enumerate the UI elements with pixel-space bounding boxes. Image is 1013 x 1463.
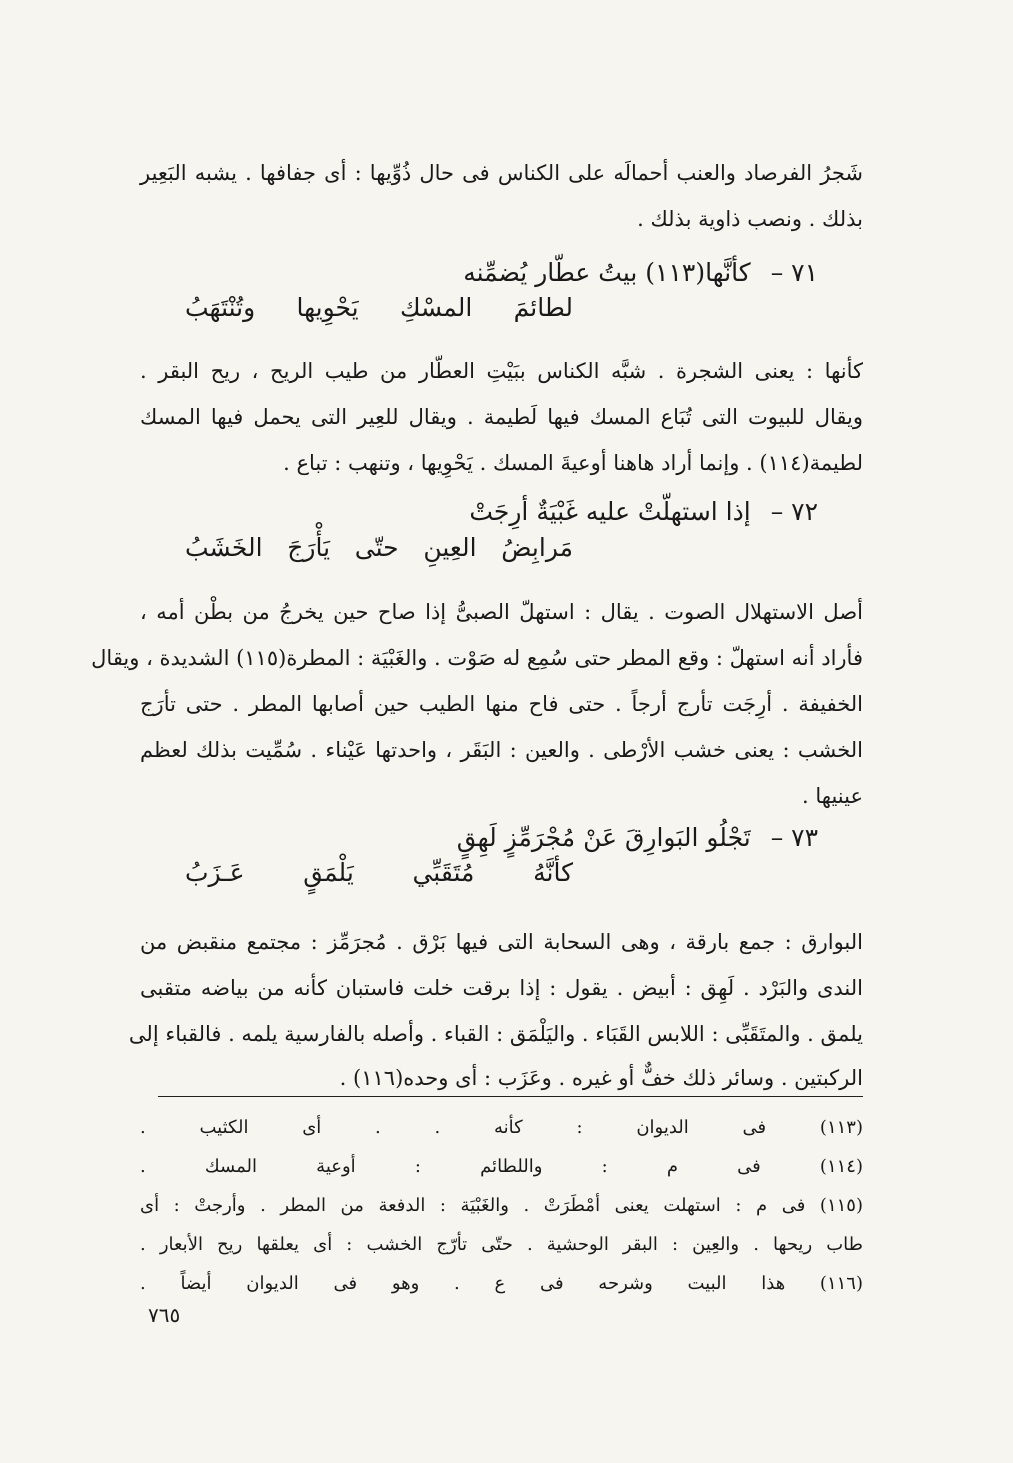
text-line: الندى والبَرْد . لَهِق : أبيض . يقول : إذا برقت خلت فاستبان كأنه من بياضه متقبى <box>140 976 863 1000</box>
verse-text: تَجْلُو البَوارِقَ عَنْ مُجْرَمِّزٍ لَهِقٍ <box>456 823 751 852</box>
verse-word: المسْكِ <box>399 293 473 322</box>
text-line: بذلك . ونصب ذاوية بذلك . <box>637 207 863 231</box>
text-line: الخفيفة . أرِجَت تأرج أرجاً . حتى فاح منها الطيب حين أصابها المطر . حتى تأرَج <box>140 692 863 716</box>
verse-word: كأنَّهُ <box>533 858 573 887</box>
text-line: لطيمة(١١٤) . وإنما أراد هاهنا أوعيةَ المسك . يَحْوِيها ، وتنهب : تباع . <box>283 451 863 475</box>
footnote: (١١٥) فى م : استهلت يعنى أمْطَرَتْ . والغَبْيَة : الدفعة من المطر . وأرجتْ : أى <box>140 1195 863 1216</box>
verse-second-hemistich <box>185 858 573 887</box>
verse-second-hemistich <box>185 293 573 322</box>
verse-text: كأنَّها(١١٣) بيتُ عطّار يُضمِّنه <box>463 258 751 287</box>
verse-word: حتّى <box>354 533 399 562</box>
footnote: (١١٦) هذا البيت وشرحه فى ع . وهو فى الديوان أيضاً . <box>140 1273 863 1294</box>
verse-number: ٧١ – <box>770 258 818 287</box>
verse-number: ٧٣ – <box>770 823 818 852</box>
verse-number: ٧٢ – <box>770 497 818 526</box>
footnote-divider <box>158 1096 863 1097</box>
text-line: البوارق : جمع بارقة ، وهى السحابة التى فيها بَرْق . مُجرَمِّز : مجتمع منقبض من <box>140 930 863 954</box>
text-line: فأراد أنه استهلّ : وقع المطر حتى سُمِع له صَوْت . والغَبْيَة : المطرة(١١٥) الشديدة ، ويقال <box>91 646 863 670</box>
footnote: طاب ريحها . والعِين : البقر الوحشية . حتّى تأرّج الخشب : أى يعلقها ريح الأبعار . <box>140 1234 863 1255</box>
text-line: ويقال للبيوت التى تُبَاع المسك فيها لَطيمة . ويقال للعِير التى يحمل فيها المسك <box>140 405 863 429</box>
verse-second-hemistich <box>185 533 573 562</box>
text-line: شَجرُ الفرصاد والعنب أحمالَه على الكناس فى حال ذُوِّيها : أى جفافها . يشبه البَعِير <box>140 161 863 185</box>
verse-first-hemistich <box>457 823 818 852</box>
text-line: الركبتين . وسائر ذلك خفٌّ أو غيره . وعَزَب : أى وحده(١١٦) . <box>339 1066 863 1090</box>
text-line: أصل الاستهلال الصوت . يقال : استهلّ الصبىُّ إذا صاح حين يخرجُ من بطْن أمه ، <box>140 600 863 624</box>
verse-word: الخَشَبُ <box>185 533 263 562</box>
text-line: يلمق . والمتَقَبِّى : اللابس القَبَاء . واليَلْمَق : القباء . وأصله بالفارسية يلمه . فالقباء إلى <box>128 1022 863 1046</box>
verse-word: وتُنْتَهَبُ <box>185 293 256 322</box>
verse-word: مَرابِضُ <box>501 533 573 562</box>
verse-word: يَحْوِيها <box>296 293 359 322</box>
verse-word: عَـزَبُ <box>185 858 245 887</box>
text-line: كأنها : يعنى الشجرة . شبَّه الكناس ببَيْتِ العطّار من طيب الريح ، ريح البقر . <box>140 359 864 383</box>
verse-text: إذا استهلّتْ عليه غَبْيَةٌ أرِجَتْ <box>469 497 751 526</box>
verse-word: العِينِ <box>423 533 477 562</box>
text-line: الخشب : يعنى خشب الأرْطى . والعين : البَقَر ، واحدتها عَيْناء . سُمِّيت بذلك لعظم <box>140 738 863 762</box>
verse-word: يَلْمَقٍ <box>303 858 354 887</box>
text-line: عينيها . <box>802 784 863 808</box>
verse-word: مُتَقَبِّي <box>412 858 475 887</box>
footnote: (١١٤) فى م : واللطائم : أوعية المسك . <box>140 1156 863 1177</box>
verse-word: يَأْرَجَ <box>287 533 331 562</box>
verse-first-hemistich <box>463 258 818 287</box>
verse-word: لطائمَ <box>513 293 573 322</box>
verse-first-hemistich <box>469 497 818 526</box>
page-number: ٧٦٥ <box>148 1303 181 1327</box>
footnote: (١١٣) فى الديوان : كأنه . . أى الكثيب . <box>140 1117 863 1138</box>
